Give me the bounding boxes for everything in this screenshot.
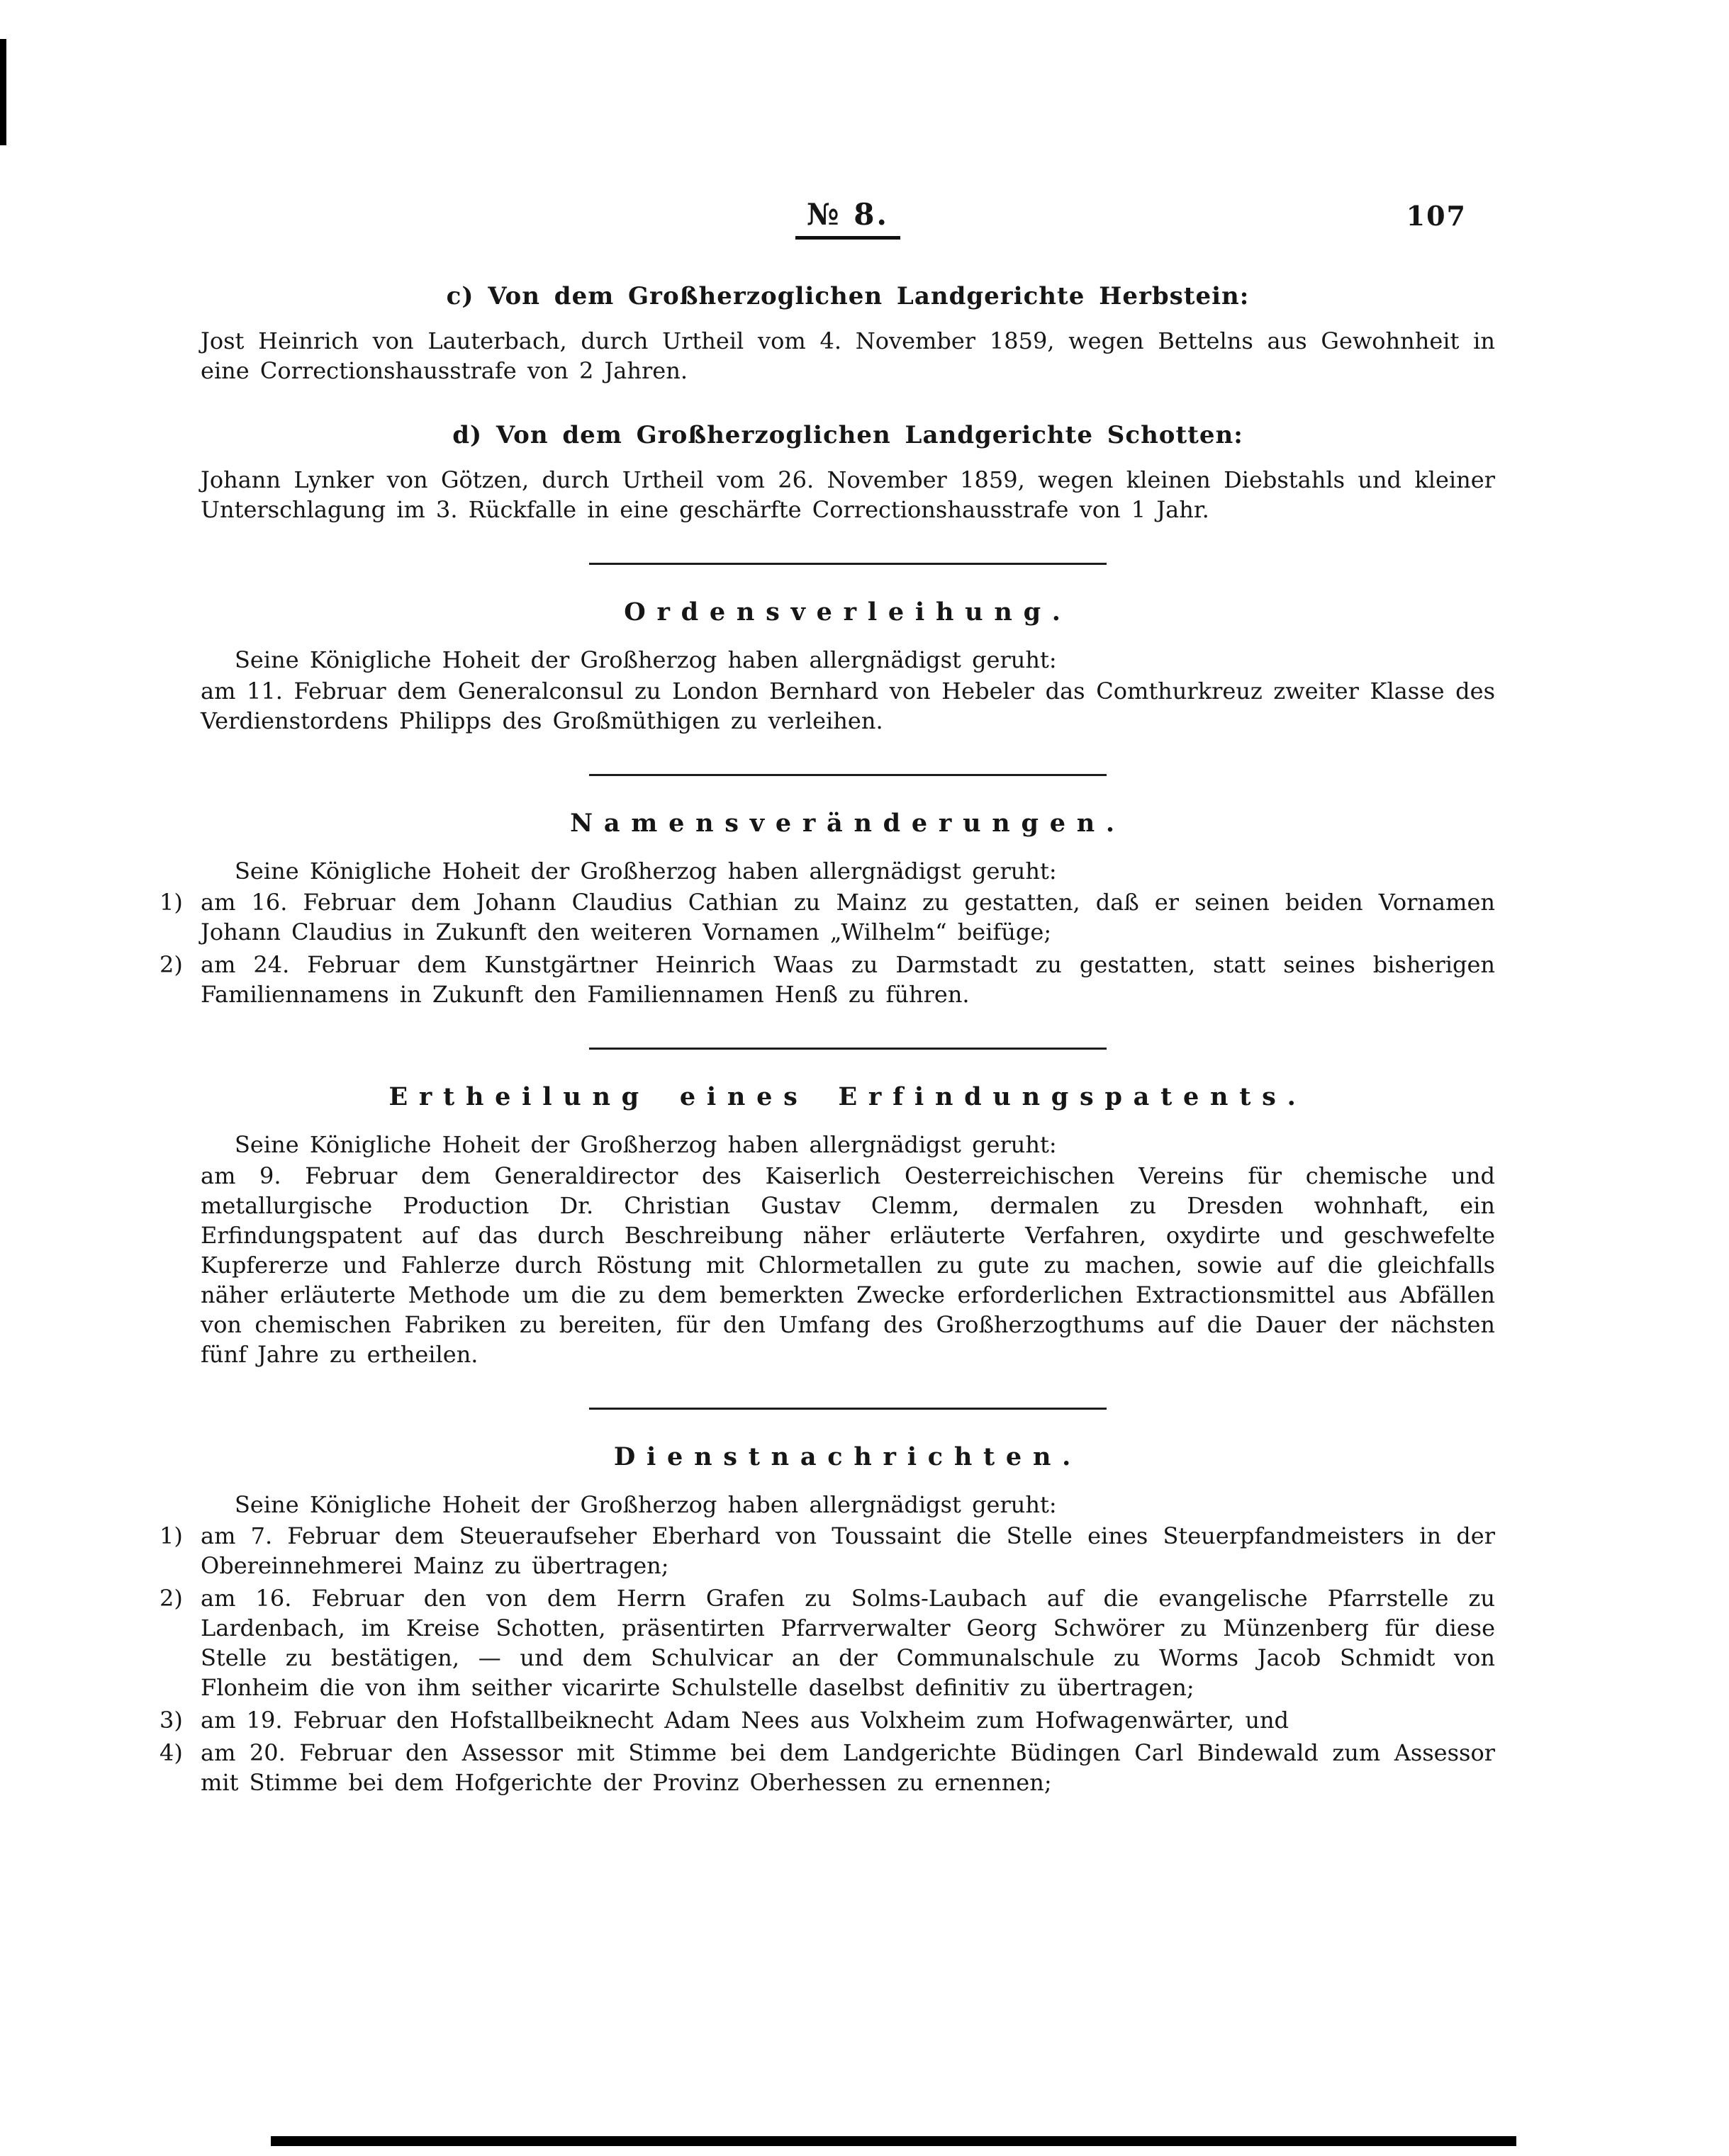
scan-artifact-left-edge bbox=[0, 39, 6, 145]
namensveraenderungen-intro: Seine Königliche Hoheit der Großherzog haben allergnädigst geruht: bbox=[235, 858, 1057, 885]
section-namensveraenderungen bbox=[160, 809, 1495, 1009]
dienstnachrichten-intro: Seine Königliche Hoheit der Großherzog haben allergnädigst geruht: bbox=[235, 1491, 1057, 1518]
list-item bbox=[160, 1738, 1495, 1797]
court-herbstein-body: Jost Heinrich von Lauterbach, durch Urtheil vom 4. November 1859, wegen Bettelns aus Gewohnheit in eine Correctionshausstrafe von 2 Jahren. bbox=[201, 327, 1495, 384]
list-item-text: am 16. Februar den von dem Herrn Grafen zu Solms-Laubach auf die evangelische Pfarrstelle zu Lardenbach, im Kreise Schotten, präsentirten Pfarrverwalter Georg Schwörer zu Münzenberg für diese Stelle zu bestätigen, — und dem Schulvicar an der Communalschule zu Worms Jacob Schmidt von Flonheim die von ihm seither vicarirte Schulstelle daselbst definitiv zu übertragen; bbox=[201, 1585, 1495, 1701]
list-item-number: 2) bbox=[160, 1585, 183, 1612]
list-item-number: 1) bbox=[160, 1522, 183, 1549]
list-item-text: am 20. Februar den Assessor mit Stimme bei dem Landgerichte Büdingen Carl Bindewald zum Assessor mit Stimme bei dem Hofgerichte der Provinz Oberhessen zu ernennen; bbox=[201, 1739, 1495, 1796]
ordensverleihung-heading: Ordensverleihung. bbox=[624, 597, 1072, 627]
section-court-herbstein bbox=[201, 282, 1495, 386]
court-herbstein-heading: c) Von dem Großherzoglichen Landgerichte Herbstein: bbox=[446, 282, 1250, 310]
page-number: 107 bbox=[1406, 200, 1467, 232]
section-ordensverleihung bbox=[201, 597, 1495, 736]
erfindungspatent-body: am 9. Februar dem Generaldirector des Kaiserlich Oesterreichischen Vereins für chemische und metallurgische Production Dr. Christian Gustav Clemm, dermalen zu Dresden wohnhaft, ein Erfindungspatent auf das durch Beschreibung näher erläuterte Verfahren, oxydirte und geschwefelte Kupfererze und Fahlerze durch Röstung mit Chlormetallen zu gute zu machen, sowie auf die gleichfalls näher erläuterte Methode um die zu dem bemerkten Zwecke erforderlichen Extractionsmittel aus Abfällen von chemischen Fabriken zu bereiten, für den Umfang des Großherzogthums auf die Dauer der nächsten fünf Jahre zu ertheilen. bbox=[201, 1162, 1495, 1368]
list-item-number: 3) bbox=[160, 1707, 183, 1734]
section-erfindungspatent bbox=[201, 1082, 1495, 1369]
list-item bbox=[160, 1705, 1495, 1735]
section-divider-rule bbox=[589, 1048, 1107, 1050]
list-item-text: am 16. Februar dem Johann Claudius Cathian zu Mainz zu gestatten, daß er seinen beiden Vornamen Johann Claudius in Zukunft den weiteren Vornamen „Wilhelm“ beifüge; bbox=[201, 889, 1495, 945]
list-item bbox=[160, 887, 1495, 947]
list-item-number: 4) bbox=[160, 1739, 183, 1766]
dienstnachrichten-list bbox=[160, 1521, 1495, 1797]
list-item-text: am 24. Februar dem Kunstgärtner Heinrich Waas zu Darmstadt zu gestatten, statt seines bisherigen Familiennamens in Zukunft den Familiennamen Henß zu führen. bbox=[201, 951, 1495, 1008]
list-item-text: am 7. Februar dem Steueraufseher Eberhard von Toussaint die Stelle eines Steuerpfandmeisters in der Obereinnehmerei Mainz zu übertragen; bbox=[201, 1522, 1495, 1579]
section-divider-rule bbox=[589, 774, 1107, 776]
page-content bbox=[160, 197, 1495, 1800]
dienstnachrichten-heading: Dienstnachrichten. bbox=[613, 1442, 1082, 1471]
ordensverleihung-body: am 11. Februar dem Generalconsul zu London Bernhard von Hebeler das Comthurkreuz zweiter Klasse des Verdienstordens Philipps des Großmüthigen zu verleihen. bbox=[201, 678, 1495, 734]
section-divider-rule bbox=[589, 1408, 1107, 1410]
erfindungspatent-heading: Ertheilung eines Erfindungspatents. bbox=[388, 1082, 1307, 1111]
namensveraenderungen-heading: Namensveränderungen. bbox=[570, 809, 1126, 838]
section-divider-rule bbox=[589, 563, 1107, 565]
namensveraenderungen-list bbox=[160, 887, 1495, 1009]
erfindungspatent-intro: Seine Königliche Hoheit der Großherzog haben allergnädigst geruht: bbox=[235, 1131, 1057, 1158]
page-header bbox=[201, 197, 1495, 247]
list-item bbox=[160, 1521, 1495, 1580]
list-item-text: am 19. Februar den Hofstallbeiknecht Adam Nees aus Volxheim zum Hofwagenwärter, und bbox=[201, 1707, 1289, 1734]
list-item-number: 1) bbox=[160, 889, 183, 916]
list-item bbox=[160, 1583, 1495, 1702]
list-item-number: 2) bbox=[160, 951, 183, 978]
court-schotten-body: Johann Lynker von Götzen, durch Urtheil vom 26. November 1859, wegen kleinen Diebstahls und kleiner Unterschlagung im 3. Rückfalle in eine geschärfte Correctionshausstrafe von 1 Jahr. bbox=[201, 466, 1495, 523]
list-item bbox=[160, 950, 1495, 1009]
court-schotten-heading: d) Von dem Großherzoglichen Landgerichte Schotten: bbox=[452, 421, 1243, 449]
ordensverleihung-intro: Seine Königliche Hoheit der Großherzog haben allergnädigst geruht: bbox=[235, 646, 1057, 673]
scan-artifact-bottom-bar bbox=[271, 2136, 1516, 2146]
issue-label: № 8. bbox=[795, 197, 900, 240]
section-dienstnachrichten bbox=[160, 1442, 1495, 1797]
section-court-schotten bbox=[201, 421, 1495, 524]
